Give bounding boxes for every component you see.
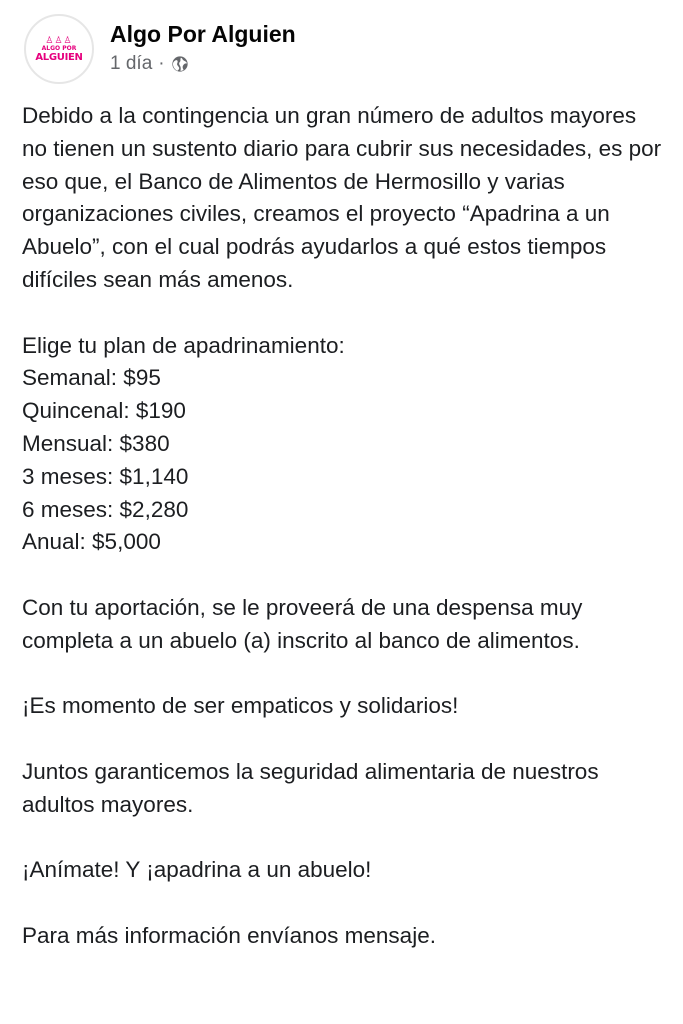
plan-biweekly: Quincenal: $190: [22, 398, 186, 424]
avatar-logo-line2: ALGUIEN: [35, 51, 83, 63]
encourage-paragraph: ¡Anímate! Y ¡apadrina a un abuelo!: [22, 857, 372, 883]
contribution-paragraph: Con tu aportación, se le proveerá de una despensa muy completa a un abuelo (a) inscrito al banco de alimentos.: [22, 594, 583, 653]
post-meta: [110, 53, 296, 75]
intro-paragraph: Debido a la contingencia un gran número de adultos mayores no tienen un sustento diario para cubrir sus necesidades, es por eso que, el Banco de Alimentos de Hermosillo y varias organizaciones civiles, creamos el proyecto “Apadrina a un Abuelo”, con el cual podrás ayudarlos a qué estos tiempos difíciles sean más amenos.: [22, 103, 662, 292]
plan-6-months: 6 meses: $2,280: [22, 496, 189, 522]
post-time[interactable]: 1 día: [110, 53, 153, 74]
plan-3-months: 3 meses: $1,140: [22, 463, 189, 489]
plan-monthly: Mensual: $380: [22, 430, 170, 456]
plans-heading: Elige tu plan de apadrinamiento:: [22, 332, 345, 358]
people-icon: ♙♙♙: [45, 34, 73, 45]
avatar-logo: [32, 22, 86, 76]
page-name[interactable]: Algo Por Alguien: [110, 21, 296, 47]
together-paragraph: Juntos garanticemos la seguridad alimentaria de nuestros adultos mayores.: [22, 758, 599, 817]
plan-annual: Anual: $5,000: [22, 529, 161, 555]
header-text: [110, 20, 296, 75]
info-paragraph: Para más información envíanos mensaje.: [22, 922, 436, 948]
globe-icon[interactable]: [171, 55, 189, 73]
post-body: [22, 100, 662, 986]
avatar-logo-line1: ALGO POR: [41, 44, 77, 52]
empathy-paragraph: ¡Es momento de ser empaticos y solidarios!: [22, 693, 459, 719]
plans-block: [22, 330, 662, 560]
plan-weekly: Semanal: $95: [22, 365, 161, 391]
avatar[interactable]: [24, 14, 94, 84]
post-header: [24, 14, 296, 84]
meta-separator: ·: [158, 53, 165, 74]
